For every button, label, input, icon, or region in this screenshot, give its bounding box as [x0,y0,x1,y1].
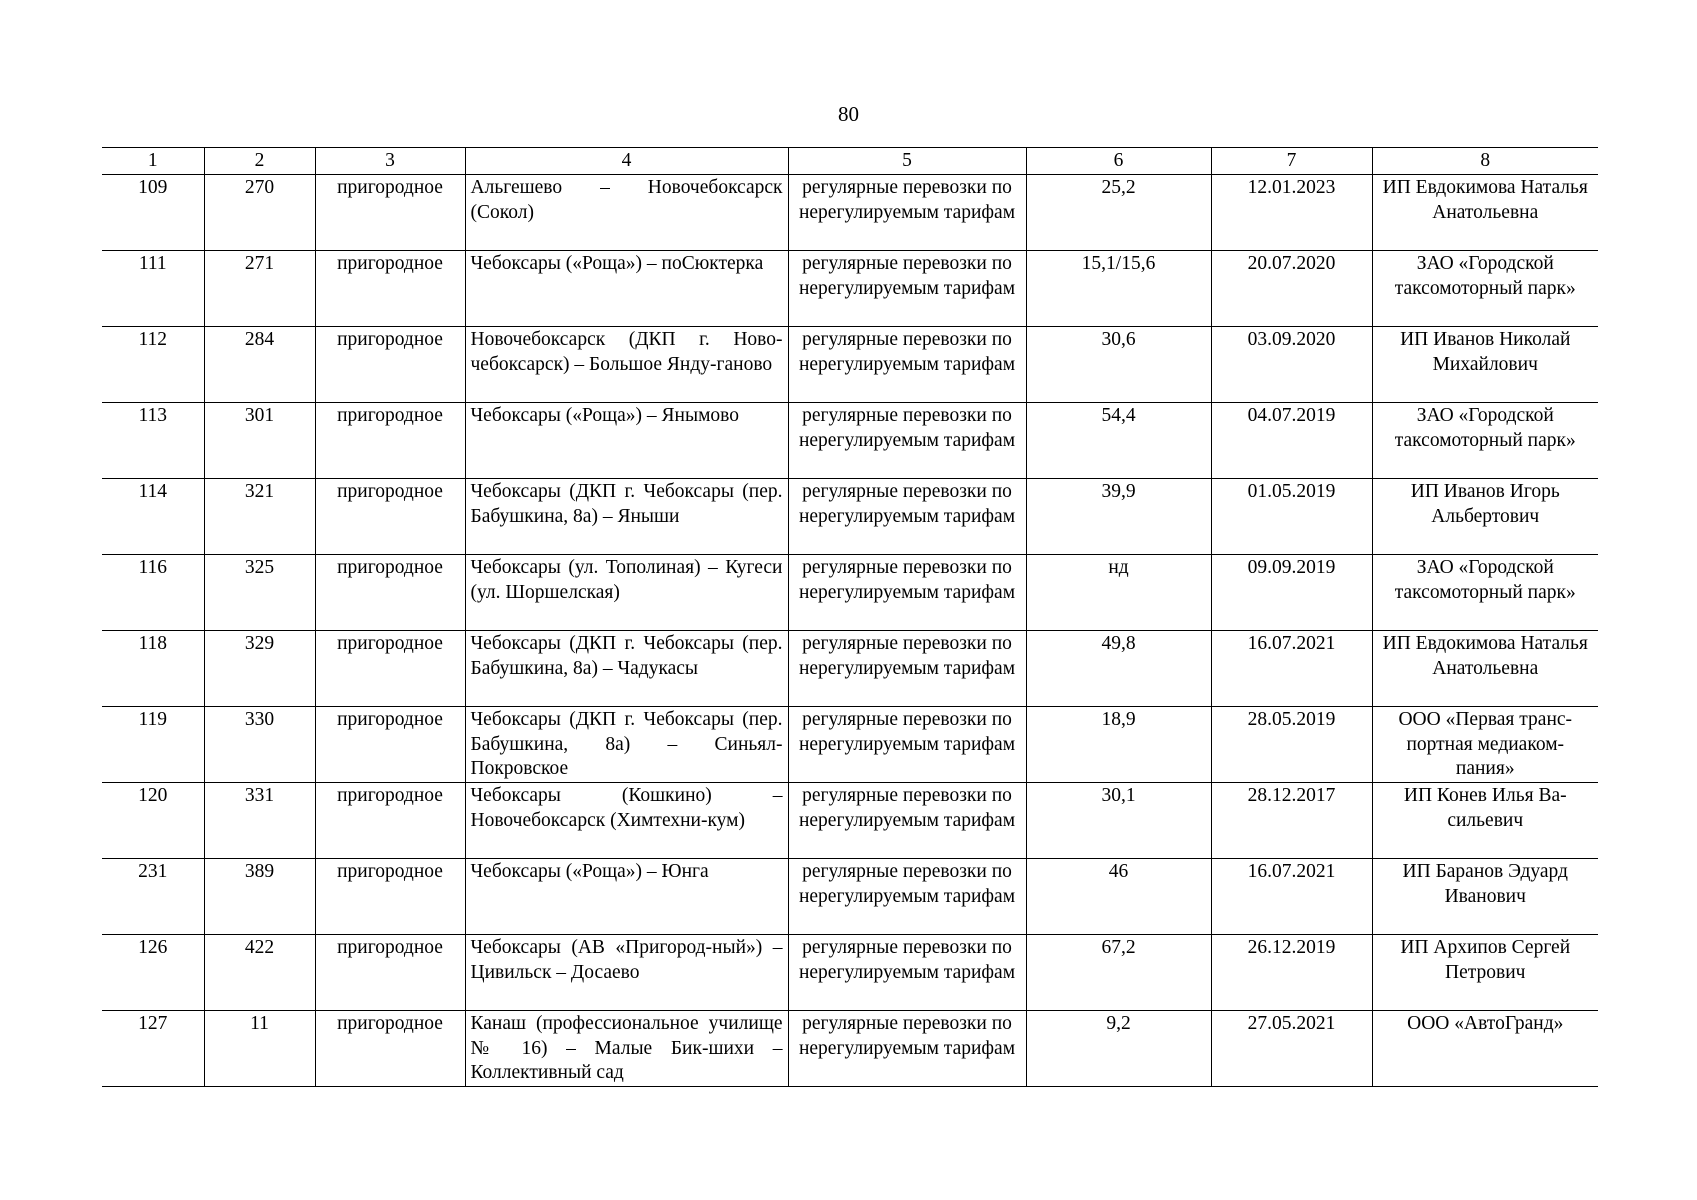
cell-route-type: пригородное [315,327,465,403]
table-row [102,783,1598,859]
cell-carrier: ООО «Первая транс-портная медиаком-пания» [1372,707,1598,783]
cell-route-name: Чебоксары («Роща») – Янымово [465,403,788,479]
cell-route-type: пригородное [315,631,465,707]
column-header: 5 [788,148,1026,175]
cell-route-length: нд [1026,555,1211,631]
cell-route-length: 18,9 [1026,707,1211,783]
cell-route-type: пригородное [315,175,465,251]
cell-date: 16.07.2021 [1211,631,1372,707]
header-row [102,148,1598,175]
cell-route-length: 25,2 [1026,175,1211,251]
cell-registry-number: 120 [102,783,204,859]
cell-route-name: Чебоксары (ДКП г. Чебоксары (пер. Бабушкина, 8а) – Яныши [465,479,788,555]
cell-registry-number: 126 [102,935,204,1011]
cell-route-length: 67,2 [1026,935,1211,1011]
cell-route-length: 39,9 [1026,479,1211,555]
cell-transport-type: регулярные перевозки по нерегулируемым тарифам [788,175,1026,251]
cell-route-number: 301 [204,403,315,479]
table-row [102,555,1598,631]
cell-registry-number: 113 [102,403,204,479]
cell-route-type: пригородное [315,403,465,479]
cell-route-number: 321 [204,479,315,555]
cell-registry-number: 231 [102,859,204,935]
cell-transport-type: регулярные перевозки по нерегулируемым тарифам [788,479,1026,555]
cell-registry-number: 111 [102,251,204,327]
cell-transport-type: регулярные перевозки по нерегулируемым тарифам [788,1011,1026,1087]
cell-registry-number: 116 [102,555,204,631]
table-row [102,1011,1598,1087]
column-header: 3 [315,148,465,175]
cell-route-name: Чебоксары («Роща») – поСюктерка [465,251,788,327]
cell-carrier: ИП Иванов Игорь Альбертович [1372,479,1598,555]
cell-route-name: Чебоксары (АВ «Пригород-ный») – Цивильск – Досаево [465,935,788,1011]
cell-route-type: пригородное [315,1011,465,1087]
cell-date: 27.05.2021 [1211,1011,1372,1087]
table-row [102,175,1598,251]
cell-route-length: 30,6 [1026,327,1211,403]
table-body [102,175,1598,1087]
table-row [102,859,1598,935]
cell-date: 26.12.2019 [1211,935,1372,1011]
cell-route-number: 271 [204,251,315,327]
cell-registry-number: 127 [102,1011,204,1087]
cell-date: 28.12.2017 [1211,783,1372,859]
cell-transport-type: регулярные перевозки по нерегулируемым тарифам [788,859,1026,935]
cell-registry-number: 119 [102,707,204,783]
cell-registry-number: 114 [102,479,204,555]
cell-route-name: Чебоксары (ДКП г. Чебоксары (пер. Бабушкина, 8а) – Синьял-Покровское [465,707,788,783]
cell-route-name: Чебоксары (Кошкино) – Новочебоксарск (Химтехни-кум) [465,783,788,859]
cell-route-name: Новочебоксарск (ДКП г. Ново-чебоксарск) – Большое Янду-ганово [465,327,788,403]
cell-date: 04.07.2019 [1211,403,1372,479]
cell-date: 01.05.2019 [1211,479,1372,555]
cell-carrier: ЗАО «Городской таксомоторный парк» [1372,403,1598,479]
cell-route-length: 54,4 [1026,403,1211,479]
cell-date: 28.05.2019 [1211,707,1372,783]
cell-transport-type: регулярные перевозки по нерегулируемым тарифам [788,783,1026,859]
table-row [102,707,1598,783]
cell-transport-type: регулярные перевозки по нерегулируемым тарифам [788,251,1026,327]
cell-route-name: Альгешево – Новочебоксарск (Сокол) [465,175,788,251]
cell-route-type: пригородное [315,555,465,631]
table-row [102,935,1598,1011]
cell-registry-number: 112 [102,327,204,403]
table-row [102,403,1598,479]
cell-carrier: ИП Баранов Эдуард Иванович [1372,859,1598,935]
cell-route-type: пригородное [315,859,465,935]
cell-route-name: Чебоксары (ул. Тополиная) – Кугеси (ул. Шоршелская) [465,555,788,631]
cell-route-number: 389 [204,859,315,935]
cell-route-length: 15,1/15,6 [1026,251,1211,327]
cell-route-number: 422 [204,935,315,1011]
cell-route-type: пригородное [315,707,465,783]
table-row [102,327,1598,403]
routes-table [102,147,1598,1087]
cell-route-number: 325 [204,555,315,631]
column-header: 1 [102,148,204,175]
cell-carrier: ИП Евдокимова Наталья Анатольевна [1372,175,1598,251]
cell-date: 03.09.2020 [1211,327,1372,403]
cell-carrier: ИП Евдокимова Наталья Анатольевна [1372,631,1598,707]
cell-route-type: пригородное [315,479,465,555]
cell-route-number: 11 [204,1011,315,1087]
table-header [102,148,1598,175]
cell-registry-number: 109 [102,175,204,251]
cell-carrier: ИП Конев Илья Ва-сильевич [1372,783,1598,859]
cell-transport-type: регулярные перевозки по нерегулируемым тарифам [788,555,1026,631]
column-header: 4 [465,148,788,175]
table-row [102,631,1598,707]
cell-carrier: ООО «АвтоГранд» [1372,1011,1598,1087]
cell-date: 16.07.2021 [1211,859,1372,935]
cell-route-length: 49,8 [1026,631,1211,707]
page-number: 80 [838,102,859,126]
cell-carrier: ЗАО «Городской таксомоторный парк» [1372,555,1598,631]
column-header: 8 [1372,148,1598,175]
cell-route-name: Чебоксары («Роща») – Юнга [465,859,788,935]
cell-carrier: ИП Иванов Николай Михайлович [1372,327,1598,403]
cell-transport-type: регулярные перевозки по нерегулируемым тарифам [788,327,1026,403]
cell-route-type: пригородное [315,783,465,859]
cell-route-number: 329 [204,631,315,707]
cell-transport-type: регулярные перевозки по нерегулируемым тарифам [788,403,1026,479]
cell-route-number: 330 [204,707,315,783]
cell-route-length: 46 [1026,859,1211,935]
table-row [102,479,1598,555]
table-row [102,251,1598,327]
cell-route-length: 30,1 [1026,783,1211,859]
column-header: 6 [1026,148,1211,175]
cell-carrier: ИП Архипов Сергей Петрович [1372,935,1598,1011]
cell-route-name: Канаш (профессиональное училище № 16) – Малые Бик-шихи – Коллективный сад [465,1011,788,1087]
cell-transport-type: регулярные перевозки по нерегулируемым тарифам [788,935,1026,1011]
cell-route-number: 331 [204,783,315,859]
cell-date: 20.07.2020 [1211,251,1372,327]
cell-route-type: пригородное [315,935,465,1011]
cell-route-number: 284 [204,327,315,403]
cell-carrier: ЗАО «Городской таксомоторный парк» [1372,251,1598,327]
cell-transport-type: регулярные перевозки по нерегулируемым тарифам [788,707,1026,783]
cell-route-name: Чебоксары (ДКП г. Чебоксары (пер. Бабушкина, 8а) – Чадукасы [465,631,788,707]
cell-registry-number: 118 [102,631,204,707]
column-header: 7 [1211,148,1372,175]
cell-route-number: 270 [204,175,315,251]
cell-date: 09.09.2019 [1211,555,1372,631]
cell-transport-type: регулярные перевозки по нерегулируемым тарифам [788,631,1026,707]
column-header: 2 [204,148,315,175]
cell-route-type: пригородное [315,251,465,327]
cell-route-length: 9,2 [1026,1011,1211,1087]
cell-date: 12.01.2023 [1211,175,1372,251]
